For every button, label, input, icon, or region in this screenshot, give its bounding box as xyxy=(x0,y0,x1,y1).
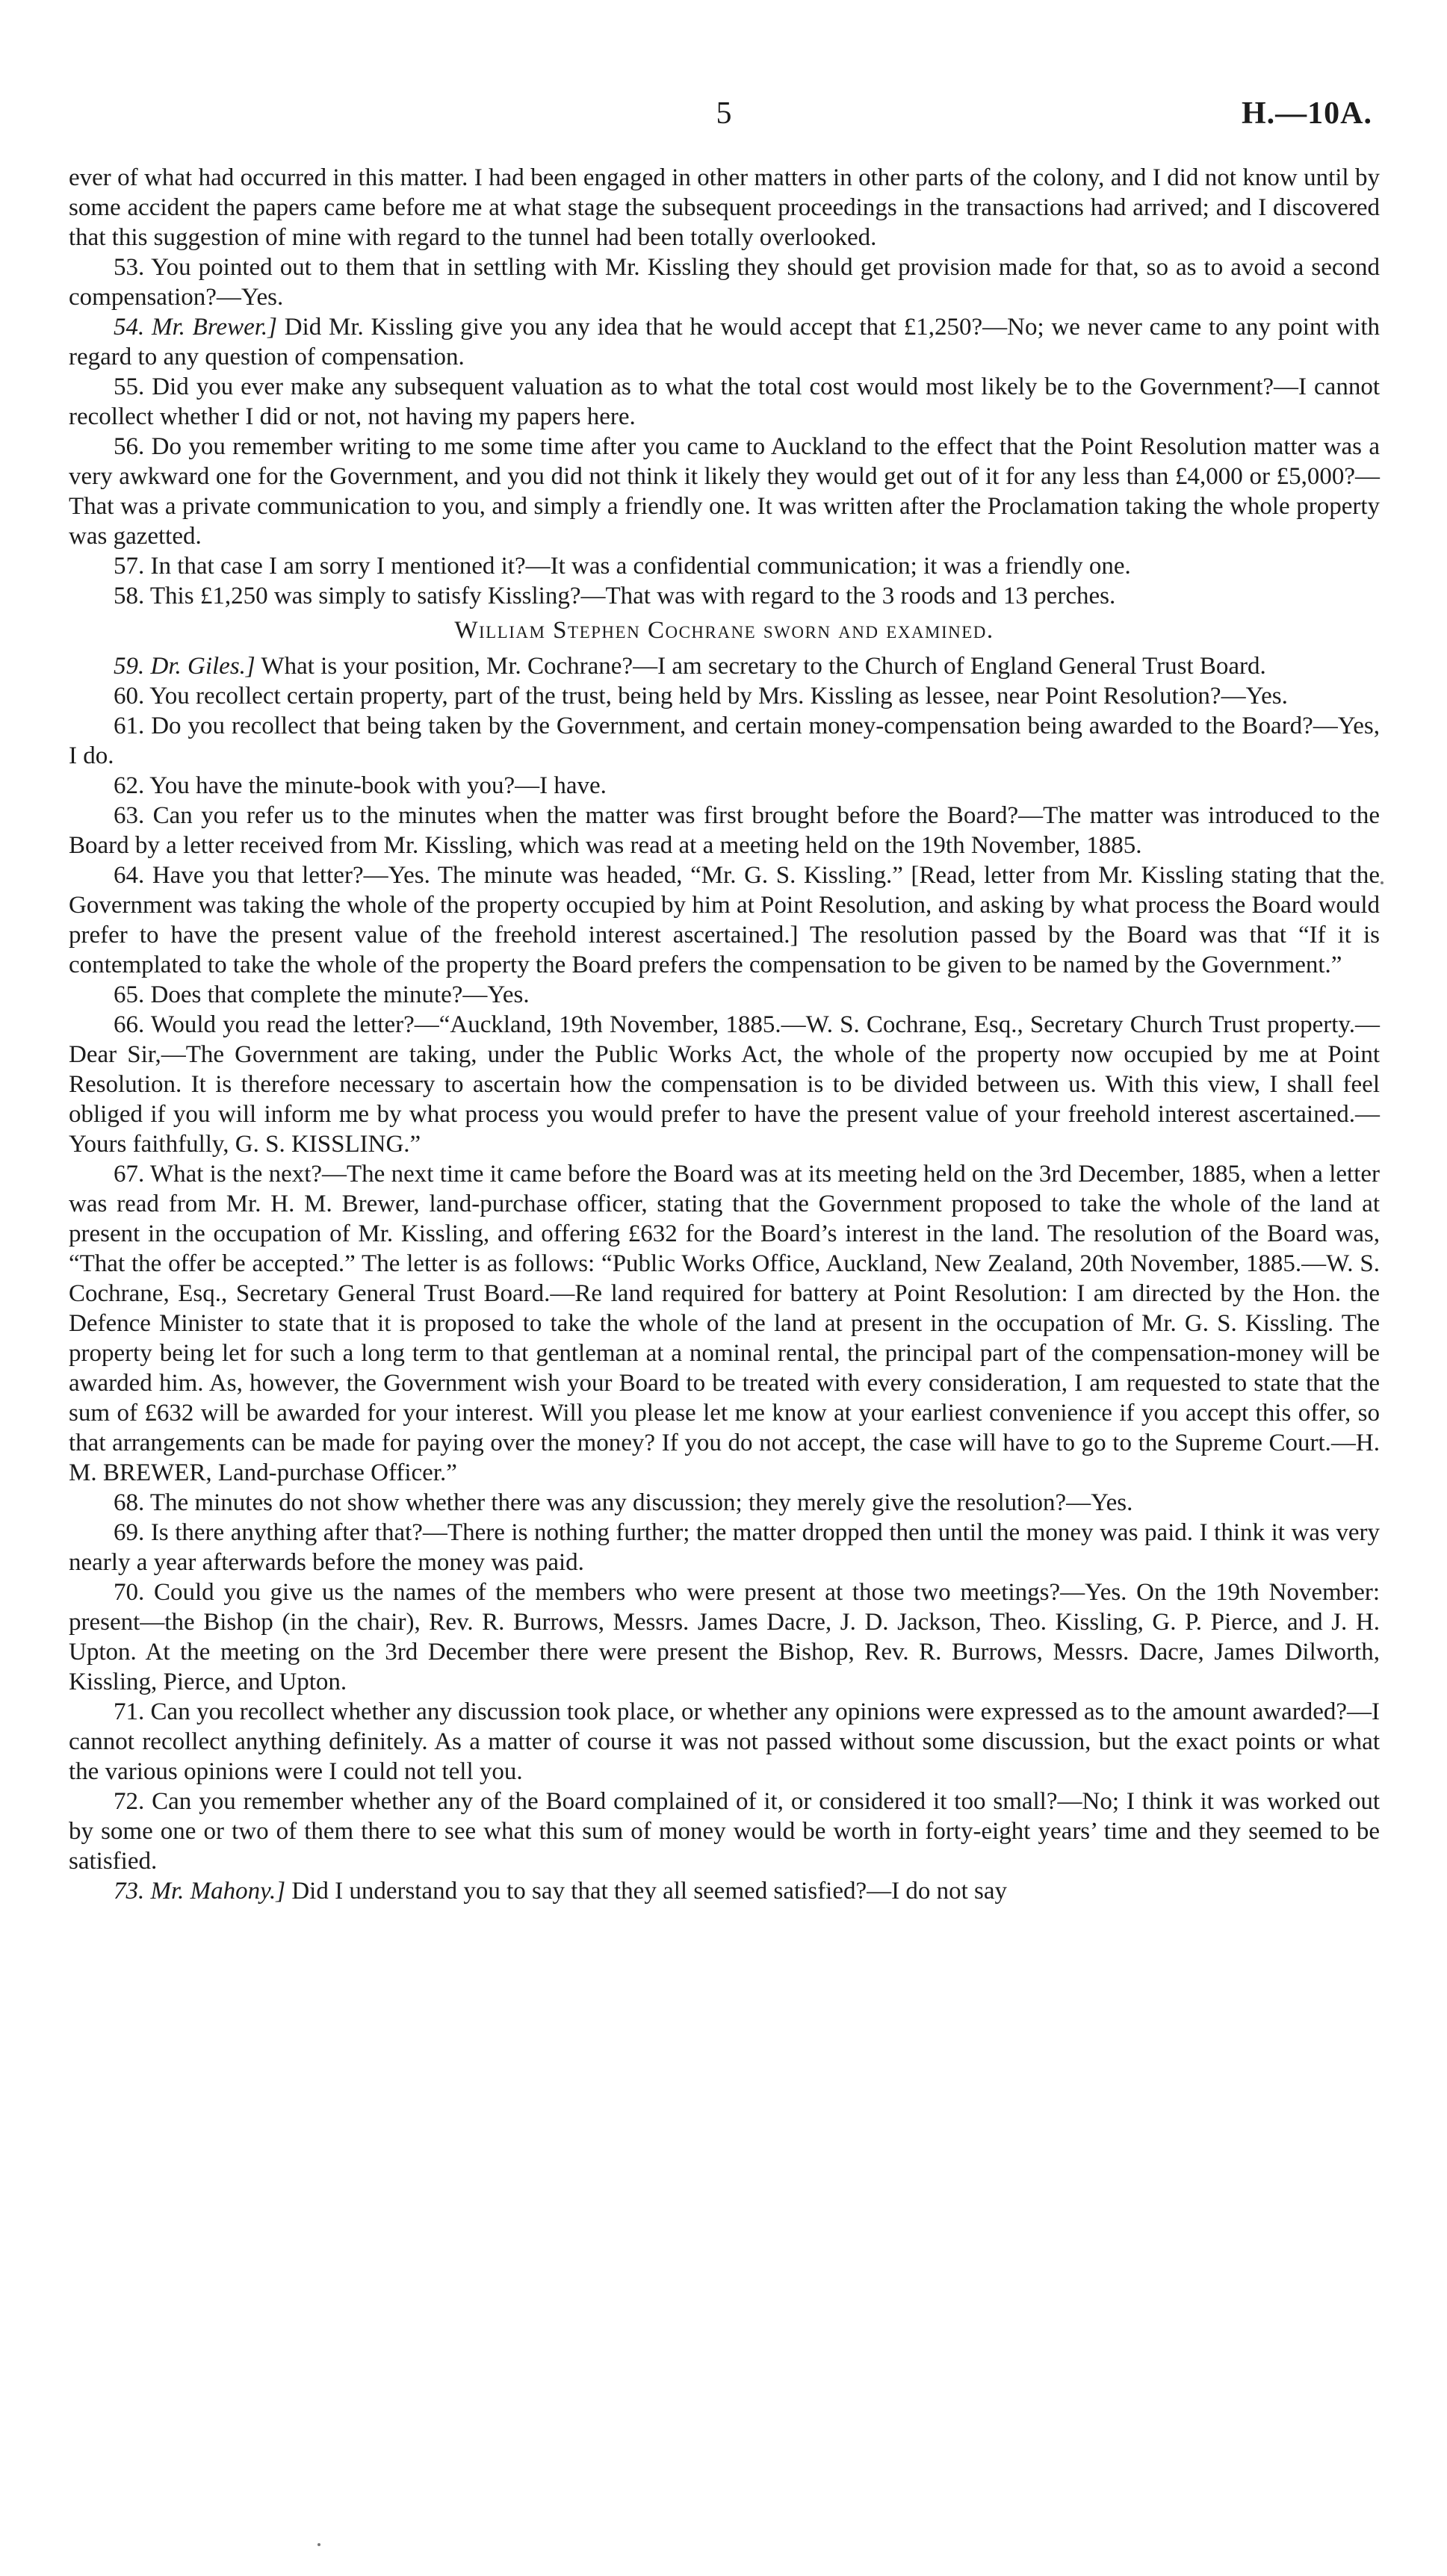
body-text xyxy=(69,163,1380,1906)
paragraph: 64. Have you that letter?—Yes. The minute was headed, “Mr. G. S. Kissling.” [Read, letter from Mr. Kissling stating that the Government was taking the whole of the property occupied by him at Point Resolution, and asking by what process the Board would prefer to have the present value of the freehold interest ascertained.] The resolution passed by the Board was that “If it is contemplated to take the whole of the property the Board prefers the compensation to be given to be named by the Government.” xyxy=(69,862,1380,978)
paragraph: 61. Do you recollect that being taken by the Government, and certain money-compensation being awarded to the Board?—Yes, I do. xyxy=(69,713,1380,769)
speaker: 54. Mr. Brewer.] xyxy=(114,314,278,341)
paragraph: 62. You have the minute-book with you?—I have. xyxy=(114,772,607,799)
print-speck xyxy=(1381,881,1384,884)
paragraph: 59. Dr. Giles.] What is your position, Mr. Cochrane?—I am secretary to the Church of England General Trust Board. xyxy=(114,653,1266,680)
page-header xyxy=(69,96,1380,140)
paragraph: ever of what had occurred in this matter. I had been engaged in other matters in other parts of the colony, and I did not know until by some accident the papers came before me at what stage the subsequent proceedings in the transactions had arrived; and I discovered that this suggestion of mine with regard to the tunnel had been totally overlooked. xyxy=(69,164,1380,251)
paragraph: 57. In that case I am sorry I mentioned it?—It was a confidential communication; it was a friendly one. xyxy=(114,553,1131,580)
paragraph: 55. Did you ever make any subsequent valuation as to what the total cost would most likely be to the Government?—I cannot recollect whether I did or not, not having my papers here. xyxy=(69,373,1380,430)
speaker: 73. Mr. Mahony.] xyxy=(114,1878,286,1905)
paragraph: 69. Is there anything after that?—There is nothing further; the matter dropped then until the money was paid. I think it was very nearly a year afterwards before the money was paid. xyxy=(69,1519,1380,1576)
paragraph: 54. Mr. Brewer.] Did Mr. Kissling give you any idea that he would accept that £1,250?—No; we never came to any point with regard to any question of compensation. xyxy=(69,314,1380,370)
paragraph: 58. This £1,250 was simply to satisfy Kissling?—That was with regard to the 3 roods and 13 perches. xyxy=(114,583,1116,609)
paragraph: 66. Would you read the letter?—“Auckland, 19th November, 1885.—W. S. Cochrane, Esq., Secretary Church Trust property.—Dear Sir,—The Government are taking, under the Public Works Act, the whole of the property now occupied by me at Point Resolution. It is therefore necessary to ascertain how the compensation is to be divided between us. With this view, I shall feel obliged if you will inform me by what process you would prefer to have the present value of your freehold interest ascertained.—Yours faithfully, G. S. KISSLING.” xyxy=(69,1011,1380,1158)
paragraph: 63. Can you refer us to the minutes when the matter was first brought before the Board?—The matter was introduced to the Board by a letter received from Mr. Kissling, which was read at a meeting held on the 19th November, 1885. xyxy=(69,802,1380,859)
document-reference: H.—10A. xyxy=(1242,96,1372,131)
paragraph: 68. The minutes do not show whether there was any discussion; they merely give the resolution?—Yes. xyxy=(114,1489,1133,1516)
paragraph: 72. Can you remember whether any of the Board complained of it, or considered it too small?—No; I think it was worked out by some one or two of them there to see what this sum of money would be worth in forty-eight years’ time and they seemed to be satisfied. xyxy=(69,1788,1380,1875)
print-speck xyxy=(317,2543,320,2546)
paragraph: 71. Can you recollect whether any discussion took place, or whether any opinions were expressed as to the amount awarded?—I cannot recollect anything definitely. As a matter of course it was not passed without some discussion, but the exact points or what the various opinions were I could not tell you. xyxy=(69,1698,1380,1785)
paragraph: 70. Could you give us the names of the members who were present at those two meetings?—Yes. On the 19th November: present—the Bishop (in the chair), Rev. R. Burrows, Messrs. James Dacre, J. D. Jackson, Theo. Kissling, G. P. Pierce, and J. H. Upton. At the meeting on the 3rd December there were present the Bishop, Rev. R. Burrows, Messrs. Dacre, James Dilworth, Kissling, Pierce, and Upton. xyxy=(69,1579,1380,1695)
paragraph: 53. You pointed out to them that in settling with Mr. Kissling they should get provision made for that, so as to avoid a second compensation?—Yes. xyxy=(69,254,1380,311)
paragraph: 60. You recollect certain property, part of the trust, being held by Mrs. Kissling as lessee, near Point Resolution?—Yes. xyxy=(114,683,1288,710)
paragraph: 56. Do you remember writing to me some time after you came to Auckland to the effect that the Point Resolution matter was a very awkward one for the Government, and you did not think it likely they would get out of it for any less than £4,000 or £5,000?—That was a private communication to you, and simply a friendly one. It was written after the Proclamation taking the whole property was gazetted. xyxy=(69,433,1380,550)
speaker: 59. Dr. Giles.] xyxy=(114,653,255,680)
paragraph: 65. Does that complete the minute?—Yes. xyxy=(114,981,530,1008)
page-number: 5 xyxy=(716,96,733,131)
witness-heading: William Stephen Cochrane sworn and examined. xyxy=(454,617,994,644)
paragraph: 67. What is the next?—The next time it came before the Board was at its meeting held on the 3rd December, 1885, when a letter was read from Mr. H. M. Brewer, land-purchase officer, stating that the Government proposed to take the whole of the land at present in the occupation of Mr. Kissling, and offering £632 for the Board’s interest in the land. The resolution of the Board was, “That the offer be accepted.” The letter is as follows: “Public Works Office, Auckland, New Zealand, 20th November, 1885.—W. S. Cochrane, Esq., Secretary General Trust Board.—Re land required for battery at Point Resolution: I am directed by the Hon. the Defence Minister to state that it is proposed to take the whole of the land at present in the occupation of Mr. G. S. Kissling. The property being let for such a long term to that gentleman at a nominal rental, the principal part of the compensation-money will be awarded him. As, however, the Government wish your Board to be treated with every consideration, I am requested to state that the sum of £632 will be awarded for your interest. Will you please let me know at your earliest convenience if you accept this offer, so that arrangements can be made for paying over the money? If you do not accept, the case will have to go to the Supreme Court.—H. M. BREWER, Land-purchase Officer.” xyxy=(69,1161,1380,1486)
paragraph: 73. Mr. Mahony.] Did I understand you to say that they all seemed satisfied?—I do not say xyxy=(114,1878,1008,1905)
